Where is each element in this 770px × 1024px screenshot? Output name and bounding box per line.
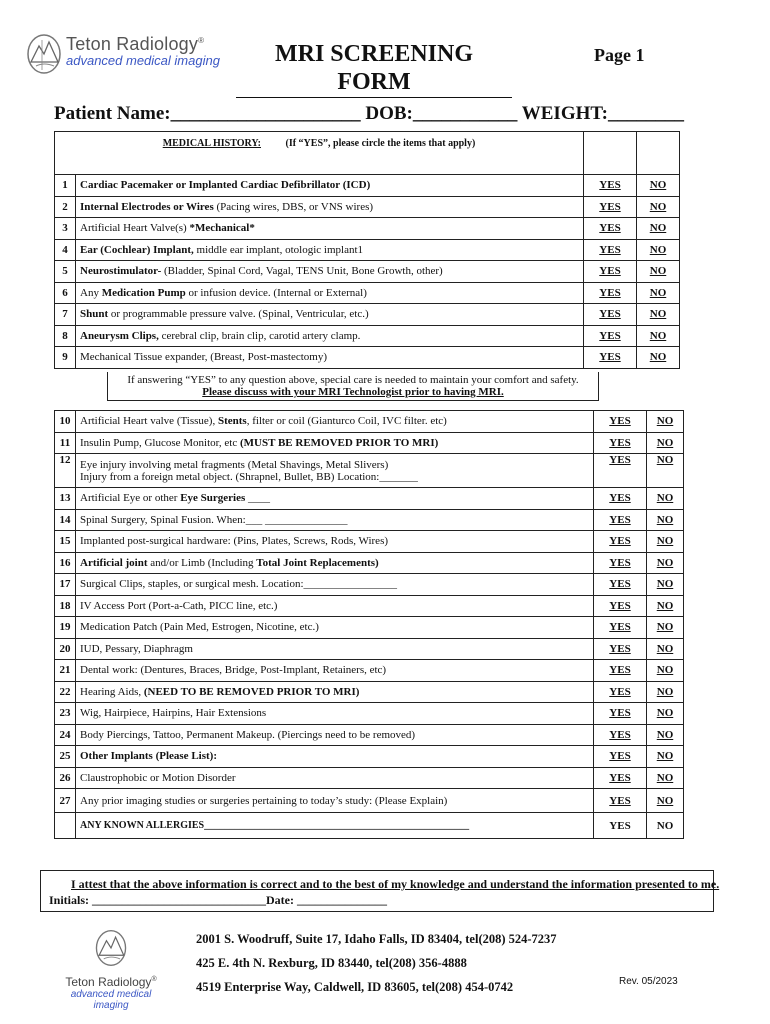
circle-instruction: (If “YES”, please circle the items that apply) (285, 138, 476, 149)
table-row (55, 411, 684, 433)
table-row (55, 552, 684, 574)
yes-option[interactable]: YES (584, 325, 637, 347)
item-text-rest: , filter or coil (Gianturco Coil, IVC filter. etc) (246, 415, 447, 428)
no-option[interactable]: NO (637, 304, 680, 326)
item-bold-text: Shunt (80, 308, 109, 321)
item-description (76, 660, 594, 682)
item-description (76, 638, 594, 660)
table-row (55, 509, 684, 531)
item-description (76, 509, 594, 531)
no-option[interactable]: NO (637, 282, 680, 304)
table-row (55, 282, 680, 304)
no-option[interactable]: NO (637, 261, 680, 283)
item-number: 5 (55, 261, 76, 283)
yes-option[interactable]: YES (594, 509, 647, 531)
medical-history-header (55, 132, 584, 175)
table-row (55, 325, 680, 347)
item-description (76, 261, 584, 283)
item-description (76, 552, 594, 574)
item-description (76, 595, 594, 617)
item-number: 16 (55, 552, 76, 574)
item-number: 11 (55, 432, 76, 454)
item-bold-text: Ear (Cochlear) Implant, (80, 243, 194, 256)
item-bold-text: Artificial joint (80, 556, 148, 569)
item-description (76, 617, 594, 639)
item-text-rest: and/or Limb (Including (147, 556, 257, 569)
item-description (76, 325, 584, 347)
logo-text (66, 34, 220, 68)
item-text: Claustrophobic or Motion Disorder (80, 771, 236, 784)
item-number: 21 (55, 660, 76, 682)
item-number: 14 (55, 509, 76, 531)
address-rexburg: 425 E. 4th N. Rexburg, ID 83440, tel(208) 356-4888 (196, 956, 467, 970)
item-bold-text: (NEED TO BE REMOVED PRIOR TO MRI) (143, 685, 360, 698)
item-number: 26 (55, 767, 76, 789)
form-title: MRI SCREENING FORM (236, 40, 512, 98)
yes-option[interactable]: YES (594, 552, 647, 574)
item-number: 17 (55, 574, 76, 596)
item-bold-text: (MUST BE REMOVED PRIOR TO MRI) (239, 436, 439, 449)
item-bold-text-2: Total Joint Replacements) (256, 556, 379, 569)
yes-option[interactable]: YES (594, 595, 647, 617)
special-care-notice (107, 372, 599, 401)
no-option[interactable]: NO (647, 638, 684, 660)
yes-option[interactable]: YES (584, 282, 637, 304)
no-option[interactable]: NO (647, 432, 684, 454)
table-row (55, 261, 680, 283)
table-row (55, 703, 684, 725)
no-option[interactable]: NO (647, 767, 684, 789)
item-bold-text: Medication Pump (101, 286, 186, 299)
item-description (76, 175, 584, 197)
item-description (76, 681, 594, 703)
item-description (76, 488, 594, 510)
item-number: 10 (55, 411, 76, 433)
yes-option[interactable]: YES (594, 488, 647, 510)
no-option[interactable]: NO (637, 239, 680, 261)
item-text: IUD, Pessary, Diaphragm (80, 642, 193, 655)
item-bold-text: Other Implants (Please List): (80, 750, 217, 763)
no-option[interactable]: NO (637, 325, 680, 347)
table-header-row (55, 132, 680, 175)
revision-date: Rev. 05/2023 (619, 976, 678, 987)
item-text-rest: cerebral clip, brain clip, carotid artery clamp. (158, 329, 361, 342)
item-number: 24 (55, 724, 76, 746)
item-description (76, 411, 594, 433)
item-number-empty (55, 813, 76, 839)
item-text-rest: (Pacing wires, DBS, or VNS wires) (213, 200, 374, 213)
item-number: 13 (55, 488, 76, 510)
notice-line-2: Please discuss with your MRI Technologist prior to having MRI. (202, 386, 504, 398)
footer-registered-mark: ® (151, 976, 157, 983)
no-option[interactable]: NO (647, 509, 684, 531)
footer-logo-tagline: advanced medical imaging (70, 989, 152, 1011)
item-bold-text: Internal Electrodes or Wires (80, 200, 214, 213)
initials-date-line[interactable]: Initials: _____________________________Date: _______________ (49, 893, 387, 907)
yes-option[interactable]: YES (594, 660, 647, 682)
medical-history-label: MEDICAL HISTORY: (162, 138, 261, 149)
table-row (55, 454, 684, 488)
table-row (55, 432, 684, 454)
item-number: 27 (55, 789, 76, 813)
table-row (55, 239, 680, 261)
item-text-rest: (Bladder, Spinal Cord, Vagal, TENS Unit, Bone Growth, other) (161, 265, 443, 278)
item-description (76, 454, 594, 488)
yes-option[interactable]: YES (584, 218, 637, 240)
item-description (76, 574, 594, 596)
item-text-rest: ____ (245, 492, 271, 505)
attestation-box (40, 870, 720, 912)
table-row (55, 347, 680, 369)
item-description (76, 282, 584, 304)
item-description (76, 789, 594, 813)
item-description (76, 196, 584, 218)
item-number: 4 (55, 239, 76, 261)
item-description (76, 703, 594, 725)
item-number: 23 (55, 703, 76, 725)
table-row (55, 574, 684, 596)
no-option[interactable]: NO (637, 218, 680, 240)
item-number: 25 (55, 746, 76, 768)
item-bold-text: Cardiac Pacemaker or Implanted Cardiac Defibrillator (ICD) (80, 179, 371, 192)
table-row (55, 196, 680, 218)
table-row (55, 746, 684, 768)
item-description (76, 746, 594, 768)
item-number: 15 (55, 531, 76, 553)
item-bold-text: Stents (217, 415, 247, 428)
no-option[interactable]: NO (647, 531, 684, 553)
item-text: Implanted post-surgical hardware: (Pins, Plates, Screws, Rods, Wires) (80, 535, 389, 548)
table-row (55, 638, 684, 660)
allergies-blank-line: _____________________________________________________ (204, 820, 470, 831)
item-bold-text: Eye Surgeries (180, 492, 246, 505)
mountain-logo-icon (92, 928, 130, 968)
item-description (76, 767, 594, 789)
item-text-rest: Mechanical Tissue expander, (Breast, Post-mastectomy) (80, 351, 328, 364)
item-number: 19 (55, 617, 76, 639)
yes-option[interactable]: YES (584, 261, 637, 283)
item-number: 12 (55, 454, 76, 488)
medical-history-table (54, 131, 680, 369)
no-option[interactable]: NO (647, 411, 684, 433)
table-row (55, 767, 684, 789)
yes-option[interactable]: YES (584, 239, 637, 261)
item-number: 2 (55, 196, 76, 218)
allergies-label: ANY KNOWN ALLERGIES (80, 820, 205, 831)
logo-tagline: advanced medical imaging (66, 53, 220, 68)
item-number: 6 (55, 282, 76, 304)
yes-option[interactable]: YES (594, 638, 647, 660)
no-option[interactable]: NO (637, 196, 680, 218)
table-row (55, 595, 684, 617)
table-row (55, 789, 684, 813)
item-description (76, 724, 594, 746)
item-text-rest: middle ear implant, otologic implant1 (193, 243, 364, 256)
address-caldwell: 4519 Enterprise Way, Caldwell, ID 83605, tel(208) 454-0742 (196, 980, 514, 994)
yes-option[interactable]: YES (594, 454, 647, 488)
item-text: Spinal Surgery, Spinal Fusion. When:___ _______________ (80, 513, 348, 526)
item-text: Any (80, 286, 102, 299)
mountain-logo-icon (26, 32, 66, 76)
item-number: 3 (55, 218, 76, 240)
item-number: 20 (55, 638, 76, 660)
item-text: IV Access Port (Port-a-Cath, PICC line, etc.) (80, 599, 278, 612)
yes-option[interactable]: YES (594, 767, 647, 789)
attestation-statement: I attest that the above information is correct and to the best of my knowledge and understand the information presented to me. (71, 877, 720, 891)
yes-option[interactable]: YES (594, 411, 647, 433)
footer-logo (56, 928, 166, 1011)
item-text: Surgical Clips, staples, or surgical mesh. Location:_________________ (80, 578, 398, 591)
item-text: Hearing Aids, (80, 685, 144, 698)
item-text-line-2: Injury from a foreign metal object. (Shrapnel, Bullet, BB) Location:_______ (80, 470, 418, 483)
item-description (76, 531, 594, 553)
item-description (76, 347, 584, 369)
item-text: Any prior imaging studies or surgeries pertaining to today’s study: (Please Explain) (80, 794, 448, 807)
item-description (76, 239, 584, 261)
no-option[interactable]: NO (647, 488, 684, 510)
no-option[interactable]: NO (647, 454, 684, 488)
no-option[interactable]: NO (647, 617, 684, 639)
allergies-field[interactable] (76, 813, 594, 839)
logo-name: Teton Radiology (66, 34, 199, 54)
item-text-rest: or infusion device. (Internal or External) (185, 286, 367, 299)
item-number: 18 (55, 595, 76, 617)
yes-option[interactable]: YES (594, 681, 647, 703)
table-row (55, 175, 680, 197)
yes-option[interactable]: YES (594, 703, 647, 725)
yes-option[interactable]: YES (584, 347, 637, 369)
item-text: Insulin Pump, Glucose Monitor, etc (80, 436, 240, 449)
notice-line-1: If answering “YES” to any question above, special care is needed to maintain your comfort and safety. (127, 374, 579, 386)
no-option[interactable]: NO (647, 789, 684, 813)
no-option[interactable]: NO (637, 175, 680, 197)
table-row (55, 724, 684, 746)
no-option[interactable]: NO (647, 813, 684, 839)
item-number: 9 (55, 347, 76, 369)
yes-option[interactable]: YES (594, 432, 647, 454)
item-text-rest: or programmable pressure valve. (Spinal, Ventricular, etc.) (108, 308, 369, 321)
page-number: Page 1 (594, 45, 645, 65)
yes-option[interactable]: YES (594, 574, 647, 596)
item-text: Artificial Heart Valve(s) (80, 222, 190, 235)
item-description (76, 304, 584, 326)
no-option[interactable]: NO (647, 746, 684, 768)
no-option[interactable]: NO (647, 660, 684, 682)
yes-option[interactable]: YES (594, 813, 647, 839)
no-option[interactable]: NO (647, 703, 684, 725)
item-text: Eye injury involving metal fragments (Metal Shavings, Metal Slivers) (80, 458, 389, 471)
item-number: 1 (55, 175, 76, 197)
table-row (55, 218, 680, 240)
item-number: 7 (55, 304, 76, 326)
item-text: Artificial Eye or other (80, 492, 181, 505)
patient-info-line[interactable]: Patient Name:____________________ DOB:___________ WEIGHT:________ (54, 103, 684, 124)
item-text: Dental work: (Dentures, Braces, Bridge, Post-Implant, Retainers, etc) (80, 664, 387, 677)
yes-option[interactable]: YES (594, 789, 647, 813)
yes-option[interactable]: YES (584, 304, 637, 326)
item-text: Medication Patch (Pain Med, Estrogen, Nicotine, etc.) (80, 621, 319, 634)
yes-option[interactable]: YES (584, 175, 637, 197)
table-row (55, 531, 684, 553)
table-row (55, 488, 684, 510)
no-option[interactable]: NO (647, 552, 684, 574)
address-idaho-falls: 2001 S. Woodruff, Suite 17, Idaho Falls, ID 83404, tel(208) 524-7237 (196, 932, 557, 946)
item-bold-text: *Mechanical* (189, 222, 255, 235)
yes-option[interactable]: YES (584, 196, 637, 218)
item-number: 22 (55, 681, 76, 703)
registered-mark: ® (198, 36, 205, 45)
yes-option[interactable]: YES (594, 531, 647, 553)
allergies-row (55, 813, 684, 839)
no-option[interactable]: NO (647, 574, 684, 596)
footer-logo-name: Teton Radiology (65, 975, 152, 989)
yes-option[interactable]: YES (594, 617, 647, 639)
no-option[interactable]: NO (647, 595, 684, 617)
item-number: 8 (55, 325, 76, 347)
item-text: Body Piercings, Tattoo, Permanent Makeup. (Piercings need to be removed) (80, 728, 416, 741)
yes-option[interactable]: YES (594, 724, 647, 746)
item-text: Wig, Hairpiece, Hairpins, Hair Extensions (80, 707, 267, 720)
no-option[interactable]: NO (647, 724, 684, 746)
item-description (76, 218, 584, 240)
item-description (76, 432, 594, 454)
table-row (55, 681, 684, 703)
yes-option[interactable]: YES (594, 746, 647, 768)
item-text: Artificial Heart valve (Tissue), (80, 415, 218, 428)
table-row (55, 660, 684, 682)
table-row (55, 304, 680, 326)
implant-screening-table (54, 410, 684, 839)
item-bold-text: Aneurysm Clips, (80, 329, 159, 342)
item-bold-text: Neurostimulator- (80, 265, 162, 278)
table-row (55, 617, 684, 639)
no-option[interactable]: NO (637, 347, 680, 369)
no-option[interactable]: NO (647, 681, 684, 703)
